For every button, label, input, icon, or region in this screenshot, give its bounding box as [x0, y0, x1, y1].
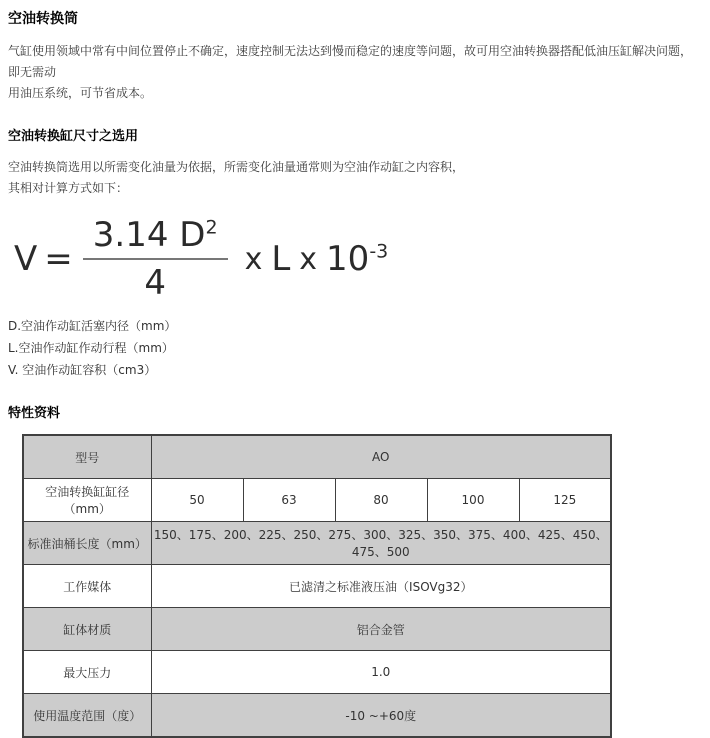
specs-table — [22, 434, 612, 738]
sizing-paragraph — [8, 157, 702, 199]
bore-value-cell: 125 — [519, 479, 611, 522]
table-row-model — [23, 435, 611, 479]
definition-d: D.空油作动缸活塞内径（mm） — [8, 319, 177, 333]
formula-operand-l: L — [271, 239, 291, 279]
bore-value-cell: 63 — [243, 479, 335, 522]
specs-heading: 特性资料 — [8, 406, 61, 421]
formula-numerator-base: 3.14 D — [92, 215, 206, 255]
table-row-temperature-range — [23, 694, 611, 738]
intro-line-1: 气缸使用领域中常有中间位置停止不确定，速度控制无法达到慢而稳定的速度等问题，故可用空油转换器搭配低油压缸解决问题，即无需动 — [8, 44, 693, 79]
row-value-body-material: 铝合金管 — [151, 608, 611, 651]
formula-power-term — [326, 239, 388, 279]
bore-value-cell: 80 — [335, 479, 427, 522]
row-value-barrel-length: 150、175、200、225、250、275、300、325、350、375、400、425、450、475、500 — [151, 522, 611, 565]
formula-denominator: 4 — [144, 263, 166, 303]
intro-paragraph — [8, 41, 702, 104]
bore-value-cell: 50 — [151, 479, 243, 522]
table-row-body-material — [23, 608, 611, 651]
table-row-medium — [23, 565, 611, 608]
formula-equals: = — [44, 239, 73, 279]
table-row-max-pressure — [23, 651, 611, 694]
definition-v: V. 空油作动缸容积（cm3） — [8, 363, 157, 377]
row-label-max-pressure: 最大压力 — [23, 651, 151, 694]
row-value-max-pressure: 1.0 — [151, 651, 611, 694]
table-row-barrel-length — [23, 522, 611, 565]
formula-numerator-exponent: 2 — [205, 216, 218, 239]
row-label-bore: 空油转换缸缸径（mm） — [23, 479, 151, 522]
page-title: 空油转换筒 — [8, 11, 78, 27]
variable-definitions — [8, 315, 702, 381]
formula-multiply-1: x — [244, 241, 263, 277]
table-row-bore — [23, 479, 611, 522]
definition-l: L.空油作动缸作动行程（mm） — [8, 341, 174, 355]
formula-multiply-2: x — [299, 241, 318, 277]
row-label-body-material: 缸体材质 — [23, 608, 151, 651]
row-value-model: AO — [151, 435, 611, 479]
formula-lhs: V — [14, 239, 39, 279]
row-label-model: 型号 — [23, 435, 151, 479]
formula-numerator — [83, 215, 228, 260]
row-value-medium: 已滤清之标准液压油（ISOVg32） — [151, 565, 611, 608]
sizing-line-1: 空油转换筒选用以所需变化油量为依据，所需变化油量通常则为空油作动缸之内容积， — [8, 160, 465, 174]
bore-value-cell: 100 — [427, 479, 519, 522]
formula-fraction — [83, 215, 228, 303]
row-value-temperature-range: -10 ~+60度 — [151, 694, 611, 738]
intro-line-2: 用油压系统，可节省成本。 — [8, 86, 153, 100]
row-label-temperature-range: 使用温度范围（度） — [23, 694, 151, 738]
row-label-barrel-length: 标准油桶长度（mm） — [23, 522, 151, 565]
formula-power-base: 10 — [326, 239, 370, 279]
sizing-line-2: 其相对计算方式如下： — [8, 181, 129, 195]
sizing-heading: 空油转换缸尺寸之选用 — [8, 129, 139, 144]
formula-power-exponent: -3 — [369, 240, 389, 263]
row-label-medium: 工作媒体 — [23, 565, 151, 608]
volume-formula — [14, 215, 702, 303]
